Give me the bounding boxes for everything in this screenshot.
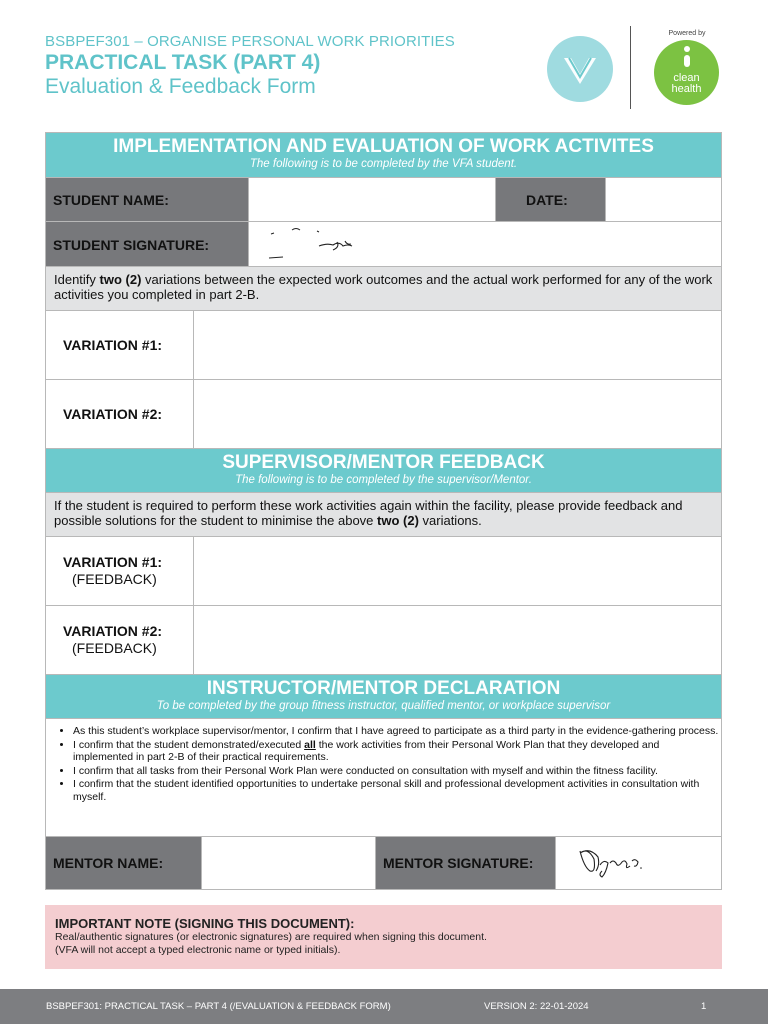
- instruction-emphasis: two (2): [99, 272, 142, 287]
- instruction-emphasis: two (2): [377, 513, 419, 528]
- evaluation-form: [45, 132, 722, 890]
- unit-code: BSBPEF301 – ORGANISE PERSONAL WORK PRIORITIES: [45, 33, 455, 50]
- mentor-name-label-cell: [46, 837, 201, 889]
- declaration-text-end: the work activities from their Personal Work Plan that they developed and implemented in part 2-B of their practical requirements.: [73, 738, 660, 763]
- variation-1-field[interactable]: [193, 311, 723, 379]
- feedback-instruction: [45, 492, 722, 537]
- student-signature-image: [257, 222, 377, 266]
- section-heading: IMPLEMENTATION AND EVALUATION OF WORK ACTIVITES: [113, 136, 654, 157]
- section-heading: INSTRUCTOR/MENTOR DECLARATION: [206, 678, 561, 699]
- feedback-1-row: [45, 536, 722, 606]
- mentor-signature-field[interactable]: [555, 837, 723, 889]
- declaration-list: [45, 718, 722, 837]
- mentor-row: [45, 836, 722, 890]
- student-signature-field[interactable]: [248, 222, 723, 266]
- section-subheading: The following is to be completed by the supervisor/Mentor.: [235, 474, 532, 486]
- variation-2-label-cell: [46, 380, 193, 448]
- declaration-text: I confirm that the student demonstrated/executed: [73, 738, 305, 751]
- note-line-2: (VFA will not accept a typed electronic name or typed initials).: [55, 943, 341, 956]
- student-signature-label: STUDENT SIGNATURE:: [53, 237, 210, 253]
- feedback-1-label-cell: [46, 537, 193, 605]
- student-name-label-cell: [46, 178, 248, 221]
- section-subheading: To be completed by the group fitness instructor, qualified mentor, or workplace supervisor: [156, 700, 611, 712]
- document-title: PRACTICAL TASK (PART 4): [45, 51, 321, 74]
- declaration-item: [73, 739, 721, 764]
- mentor-signature-label: MENTOR SIGNATURE:: [383, 855, 534, 871]
- date-field[interactable]: [605, 178, 723, 221]
- logo-divider: [630, 26, 631, 109]
- declaration-item: • As this student’s workplace supervisor/mentor, I confirm that I have agreed to participate as a third party in the evidence-gathering process.: [73, 725, 721, 738]
- student-name-field[interactable]: [248, 178, 495, 221]
- section-heading: SUPERVISOR/MENTOR FEEDBACK: [222, 452, 545, 473]
- feedback-2-label-cell: [46, 606, 193, 674]
- feedback-2-sublabel: (FEEDBACK): [72, 640, 157, 656]
- v-logo-icon: [547, 36, 613, 102]
- footer-page-number: 1: [701, 1001, 707, 1012]
- mentor-signature-image: [574, 841, 654, 885]
- student-signature-label-cell: [46, 222, 248, 266]
- document-subtitle: Evaluation & Feedback Form: [45, 75, 316, 98]
- mentor-name-field[interactable]: [201, 837, 375, 889]
- document-header: [45, 33, 455, 99]
- feedback-2-label: VARIATION #2:: [63, 623, 163, 639]
- note-line-1: Real/authentic signatures (or electronic signatures) are required when signing this document.: [55, 931, 487, 943]
- footer-document-title: BSBPEF301: PRACTICAL TASK – PART 4 (/EVALUATION & FEEDBACK FORM): [46, 1001, 391, 1012]
- feedback-2-row: [45, 605, 722, 675]
- section-implementation-header: [45, 132, 722, 178]
- instruction-text-end: variations.: [418, 513, 482, 528]
- clean-health-logo: [654, 40, 719, 105]
- instruction-text-end: variations between the expected work outcomes and the actual work performed for any of the work activities you completed in part 2-B.: [54, 272, 713, 302]
- student-signature-row: [45, 221, 722, 267]
- powered-by-label: Powered by: [668, 30, 706, 37]
- variation-1-row: [45, 310, 722, 380]
- mentor-signature-label-cell: [375, 837, 555, 889]
- variation-1-label: VARIATION #1:: [63, 337, 163, 353]
- declaration-item: • I confirm that all tasks from their Personal Work Plan were conducted on consultation with myself and within the fitness facility.: [73, 765, 721, 778]
- section-declaration-header: [45, 674, 722, 719]
- clean-health-word-1: clean: [673, 72, 700, 84]
- variation-instruction: [45, 266, 722, 311]
- variation-1-label-cell: [46, 311, 193, 379]
- student-name-label: STUDENT NAME:: [53, 192, 169, 208]
- declaration-item: • I confirm that the student identified opportunities to undertake personal skill and professional development activities in consultation with myself.: [73, 778, 721, 803]
- variation-2-row: [45, 379, 722, 449]
- date-label: DATE:: [526, 192, 568, 208]
- variation-2-label: VARIATION #2:: [63, 406, 163, 422]
- section-feedback-header: [45, 448, 722, 493]
- important-note: [45, 905, 722, 969]
- instruction-text: If the student is required to perform these work activities again within the facility, please provide feedback and possible solutions for the student to minimise the above: [54, 498, 683, 528]
- clean-health-dot-icon: [684, 46, 690, 52]
- footer-version: VERSION 2: 22-01-2024: [484, 1001, 589, 1012]
- clean-health-word-2: health: [671, 83, 702, 95]
- feedback-1-sublabel: (FEEDBACK): [72, 571, 157, 587]
- feedback-2-field[interactable]: [193, 606, 723, 674]
- feedback-1-label: VARIATION #1:: [63, 554, 163, 570]
- date-label-cell: [495, 178, 605, 221]
- section-subheading: The following is to be completed by the VFA student.: [249, 158, 518, 170]
- variation-2-field[interactable]: [193, 380, 723, 448]
- declaration-emphasis: all: [304, 738, 316, 751]
- clean-health-bar-icon: [684, 55, 690, 67]
- feedback-1-field[interactable]: [193, 537, 723, 605]
- note-heading: IMPORTANT NOTE (SIGNING THIS DOCUMENT):: [55, 916, 355, 931]
- mentor-name-label: MENTOR NAME:: [53, 855, 164, 871]
- page-footer: [0, 989, 768, 1024]
- instruction-text: Identify: [54, 272, 100, 287]
- student-name-row: [45, 177, 722, 222]
